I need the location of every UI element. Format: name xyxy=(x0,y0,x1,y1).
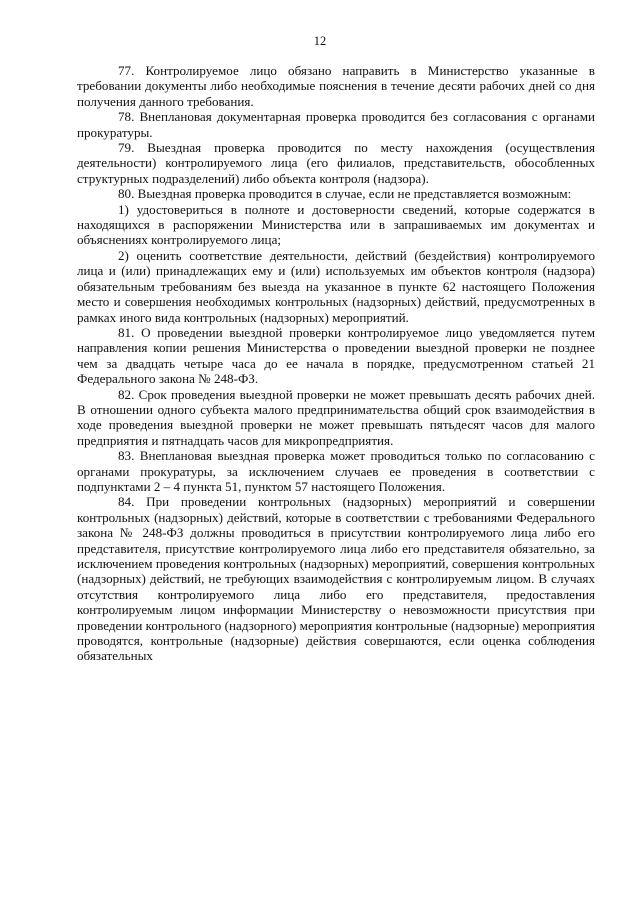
paragraph-80: 80. Выездная проверка проводится в случае, если не представляется возможным: xyxy=(118,186,572,202)
paragraph-83: 83. Внеплановая выездная проверка может проводиться только по согласованию с органами прокуратуры, за исключением случаев ее проведения в соответствии с подпунктами 2 – 4 пункта 51, пунктом 57 настоящего Положения. xyxy=(77,448,595,494)
paragraph-81: 81. О проведении выездной проверки контролируемое лицо уведомляется путем направления копии решения Министерства о проведении выездной проверки не позднее чем за двадцать четыре часа до ее начала в порядке, предусмотренном статьей 21 Федерального закона № 248-ФЗ. xyxy=(77,324,595,387)
paragraph-78: 78. Внеплановая документарная проверка проводится без согласования с органами прокуратуры. xyxy=(77,109,595,140)
paragraph-82: 82. Срок проведения выездной проверки не может превышать десять рабочих дней. В отношении одного субъекта малого предпринимательства общий срок взаимодействия в ходе проведения выездной проверки не может превышать пятьдесят часов для малого предприятия и пятнадцать часов для микропредприятия. xyxy=(77,386,595,448)
paragraph-80-item-2: 2) оценить соответствие деятельности, действий (бездействия) контролируемого лица и (или) принадлежащих ему и (или) используемых им объектов контроля (надзора) обязательным требованиям без выезда на указанное в пункте 62 настоящего Положения место и совершения необходимых контрольных (надзорных) действий, предусмотренных в рамках иного вида контрольных (надзорных) мероприятий. xyxy=(77,247,595,325)
page-number: 12 xyxy=(313,34,327,48)
paragraph-77: 77. Контролируемое лицо обязано направить в Министерство указанные в требовании документы либо необходимые пояснения в течение десяти рабочих дней со дня получения данного требования. xyxy=(77,63,595,109)
document-body xyxy=(77,63,595,664)
paragraph-80-item-1: 1) удостовериться в полноте и достоверности сведений, которые содержатся в находящихся в распоряжении Министерства или в запрашиваемых им документах и объяснениях контролируемого лица; xyxy=(77,201,595,248)
paragraph-79: 79. Выездная проверка проводится по месту нахождения (осуществления деятельности) контролируемого лица (его филиалов, представительств, обособленных структурных подразделений) либо объекта контроля (надзора). xyxy=(77,140,595,186)
paragraph-84: 84. При проведении контрольных (надзорных) мероприятий и совершении контрольных (надзорных) действий, которые в соответствии с требованиями Федерального закона № 248-ФЗ должны проводиться в присутствии контролируемого лица либо его представителя, присутствие контролируемого лица либо его представителя обязательно, за исключением проведения контрольных (надзорных) мероприятий, совершения контрольных (надзорных) действий, не требующих взаимодействия с контролируемым лицом. В случаях отсутствия контролируемого лица либо его представителя, предоставления контролируемым лицом информации Министерству о невозможности присутствия при проведении контрольного (надзорного) мероприятия контрольные (надзорные) мероприятия проводятся, контрольные (надзорные) действия совершаются, если оценка соблюдения обязательных xyxy=(77,494,595,664)
